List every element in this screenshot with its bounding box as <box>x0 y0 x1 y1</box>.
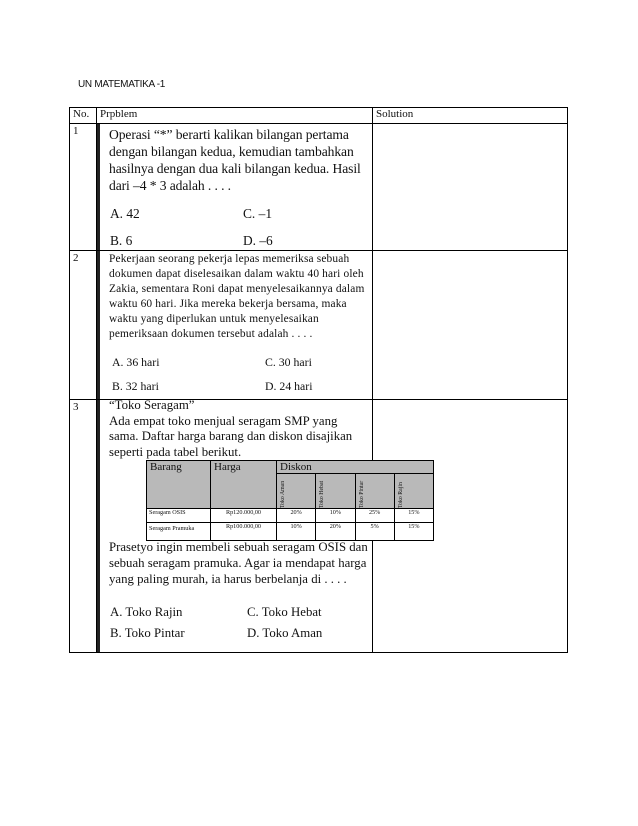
problem-text: Pekerjaan seorang pekerja lepas memeriksa sebuah dokumen dapat diselesaikan dalam waktu 40 hari oleh Zakia, sementara Roni dapat menyelesaikannya dalam waktu 60 hari. Jika mereka bekerja bersama, maka waktu yang diperlukan untuk menyelesaikan pemeriksaan dokumen tersebut adalah . . . . <box>109 253 365 340</box>
solution-cell[interactable] <box>373 251 568 400</box>
option-c: C. Toko Hebat <box>247 605 322 619</box>
table-row <box>70 251 568 400</box>
image-edge <box>97 400 100 652</box>
table-header-row <box>70 108 568 124</box>
problem-text: Operasi “*” berarti kalikan bilangan pertama dengan bilangan kedua, kemudian tambahkan hasilnya dengan dua kali bilangan kedua. Hasil dari –4 * 3 adalah . . . . <box>109 127 361 193</box>
problem-question: Prasetyo ingin membeli sebuah seragam OSIS dan sebuah seragam pramuka. Agar ia mendapat harga yang paling murah, ia harus berbelanja di . . . . <box>109 540 368 586</box>
col-store: Toko Hebat <box>316 474 355 509</box>
problem-table <box>69 107 568 653</box>
problem-cell <box>97 124 373 251</box>
solution-cell[interactable] <box>373 124 568 251</box>
price-row <box>147 509 434 523</box>
price-discount-table <box>146 460 434 541</box>
option-b: B. 6 <box>110 233 133 248</box>
table-row <box>70 400 568 653</box>
item-price: Rp100.000,00 <box>211 523 277 541</box>
problem-cell <box>97 251 373 400</box>
row-number: 1 <box>70 124 97 251</box>
col-diskon: Diskon <box>277 461 434 474</box>
problem-intro: Ada empat toko menjual seragam SMP yang sama. Daftar harga barang dan diskon disajikan seperti pada tabel berikut. <box>109 413 353 459</box>
header-solution: Solution <box>373 108 568 124</box>
row-number: 3 <box>70 400 97 653</box>
col-store: Toko Rajin <box>394 474 433 509</box>
col-store: Toko Aman <box>277 474 316 509</box>
discount: 25% <box>355 509 394 523</box>
problem-1 <box>97 124 372 250</box>
table-row <box>70 124 568 251</box>
option-d: D. 24 hari <box>265 379 313 393</box>
option-c: C. –1 <box>243 206 273 221</box>
problem-2 <box>97 251 372 399</box>
col-barang: Barang <box>147 461 211 509</box>
col-harga: Harga <box>211 461 277 509</box>
problem-cell <box>97 398 420 653</box>
item-price: Rp120.000,00 <box>211 509 277 523</box>
discount: 10% <box>316 509 355 523</box>
image-edge <box>97 124 100 250</box>
discount: 15% <box>394 509 433 523</box>
option-a: A. 36 hari <box>112 355 160 369</box>
discount: 20% <box>277 509 316 523</box>
option-c: C. 30 hari <box>265 355 312 369</box>
option-a: A. 42 <box>110 206 140 221</box>
problem-title: “Toko Seragam” <box>109 398 195 412</box>
col-store: Toko Pintar <box>355 474 394 509</box>
discount: 5% <box>355 523 394 541</box>
discount: 10% <box>277 523 316 541</box>
price-row <box>147 523 434 541</box>
item-name: Seragam Pramuka <box>147 523 211 541</box>
discount: 15% <box>394 523 433 541</box>
item-name: Seragam OSIS <box>147 509 211 523</box>
document-title: UN MATEMATIKA -1 <box>78 79 166 90</box>
option-b: B. Toko Pintar <box>110 626 185 640</box>
header-no: No. <box>70 108 97 124</box>
option-d: D. –6 <box>243 233 273 248</box>
option-d: D. Toko Aman <box>247 626 323 640</box>
header-problem: Prpblem <box>97 108 373 124</box>
row-number: 2 <box>70 251 97 400</box>
problem-title-and-intro <box>109 398 368 460</box>
image-edge <box>97 251 100 399</box>
option-b: B. 32 hari <box>112 379 159 393</box>
option-a: A. Toko Rajin <box>110 605 183 619</box>
problem-3 <box>97 398 420 652</box>
discount: 20% <box>316 523 355 541</box>
